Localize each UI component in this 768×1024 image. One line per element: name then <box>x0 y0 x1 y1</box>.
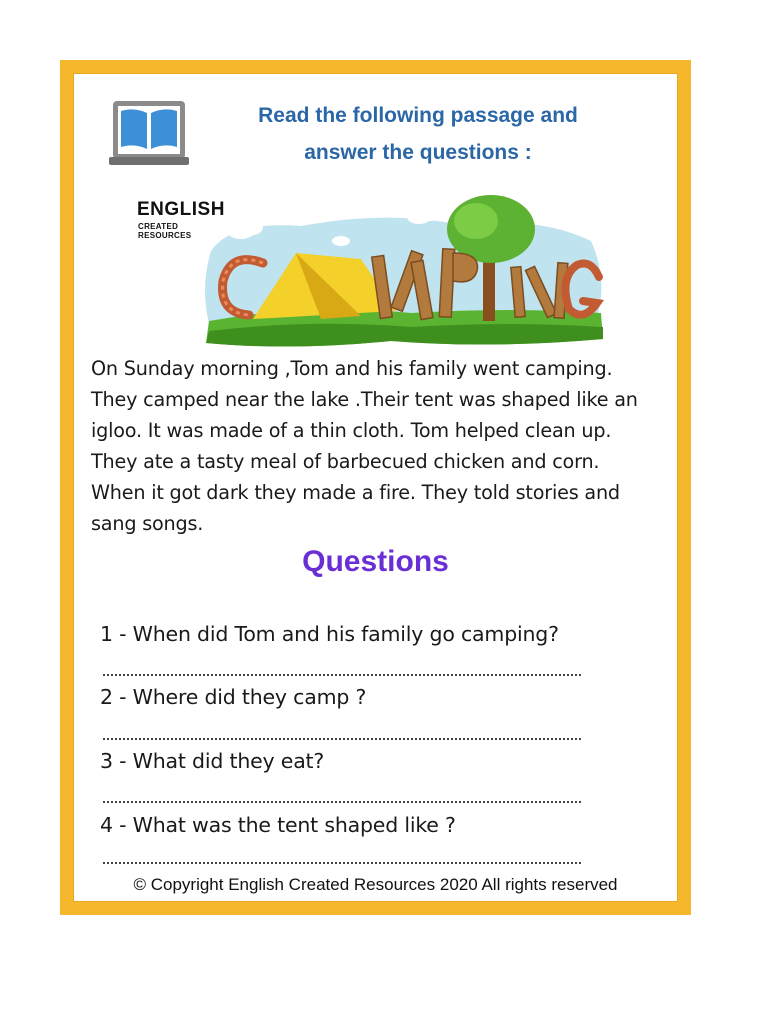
question-2: 2 - Where did they camp ? <box>100 685 367 709</box>
reading-passage <box>91 353 681 539</box>
passage-line: They ate a tasty meal of barbecued chicken and corn. <box>91 450 600 473</box>
question-1: 1 - When did Tom and his family go camping? <box>100 622 559 646</box>
question-3: 3 - What did they eat? <box>100 749 325 773</box>
instruction <box>193 97 643 171</box>
answer-line-3[interactable] <box>103 801 581 803</box>
questions-heading: Questions <box>302 545 449 578</box>
passage-line: On Sunday morning ,Tom and his family went camping. <box>91 357 613 380</box>
camping-banner <box>191 181 611 351</box>
answer-line-4[interactable] <box>103 862 581 864</box>
logo-subtitle: CREATED RESOURCES <box>138 222 192 240</box>
worksheet-frame <box>60 60 691 915</box>
answer-line-2[interactable] <box>103 738 581 740</box>
book-icon <box>109 99 189 169</box>
passage-line: sang songs. <box>91 512 204 535</box>
tree-trunk <box>483 259 495 321</box>
passage-line: igloo. It was made of a thin cloth. Tom helped clean up. <box>91 419 612 442</box>
copyright-notice: © Copyright English Created Resources 2020 All rights reserved <box>133 875 618 894</box>
answer-line-1[interactable] <box>103 674 581 676</box>
question-4: 4 - What was the tent shaped like ? <box>100 813 456 837</box>
passage-line: When it got dark they made a fire. They told stories and <box>91 481 620 504</box>
instruction-line-2: answer the questions : <box>304 141 532 164</box>
logo <box>107 99 225 240</box>
instruction-line-1: Read the following passage and <box>258 104 578 127</box>
passage-line: They camped near the lake .Their tent was shaped like an <box>91 388 638 411</box>
logo-word: ENGLISH <box>137 199 225 220</box>
